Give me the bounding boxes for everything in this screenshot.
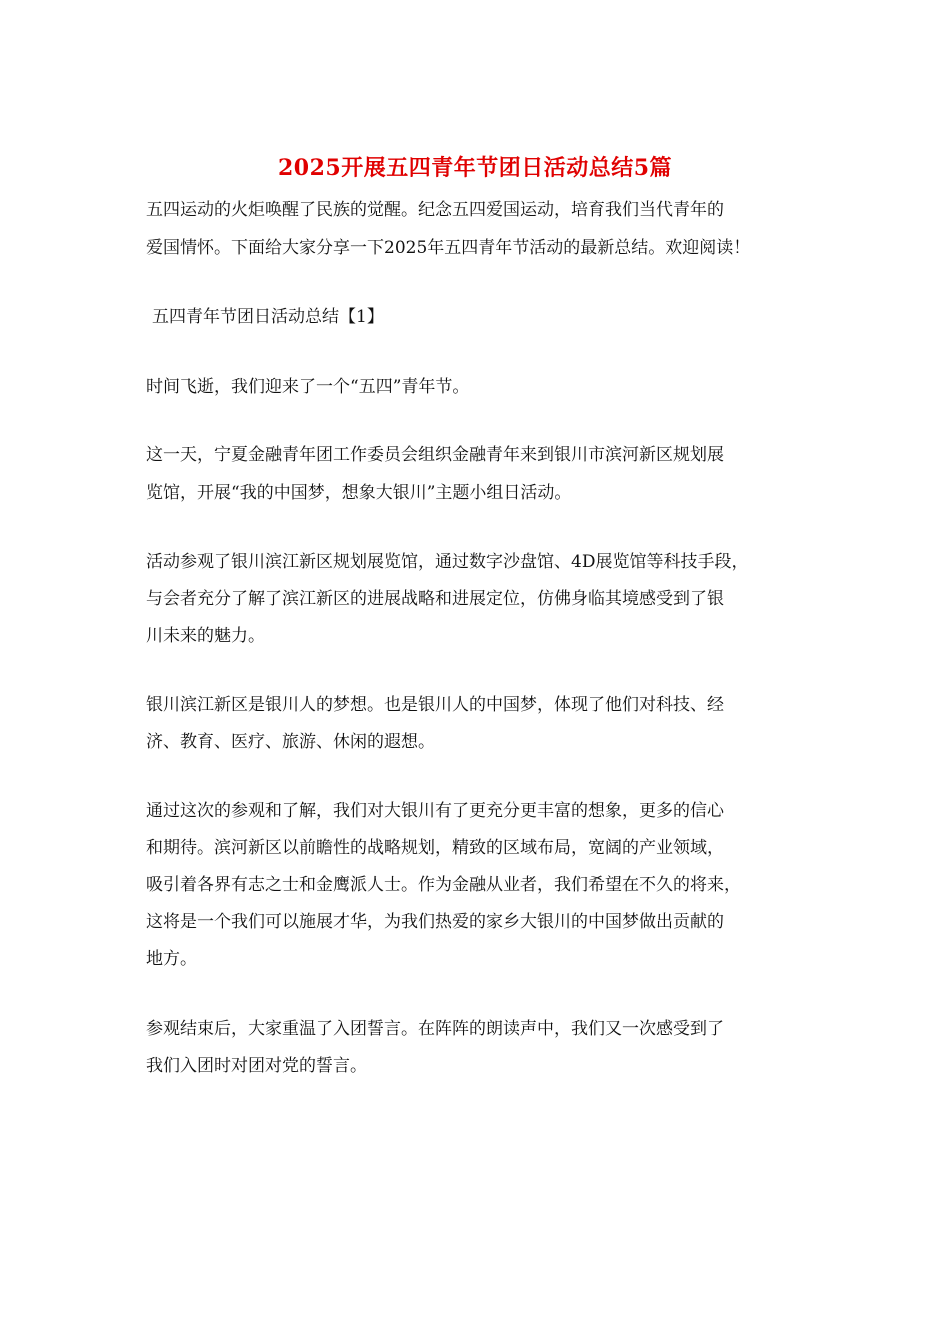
paragraph-line: 和期待。滨河新区以前瞻性的战略规划，精致的区域布局，宽阔的产业领域， — [146, 838, 724, 858]
section-heading: 五四青年节团日活动总结【1】 — [152, 307, 384, 327]
paragraph-line: 济、教育、医疗、旅游、休闲的遐想。 — [146, 732, 435, 752]
paragraph-line: 参观结束后，大家重温了入团誓言。在阵阵的朗读声中，我们又一次感受到了 — [146, 1019, 724, 1039]
paragraph-line: 活动参观了银川滨江新区规划展览馆，通过数字沙盘馆、4D展览馆等科技手段， — [146, 552, 749, 572]
paragraph-line: 银川滨江新区是银川人的梦想。也是银川人的中国梦，体现了他们对科技、经 — [146, 695, 724, 715]
paragraph-line: 与会者充分了解了滨江新区的进展战略和进展定位，仿佛身临其境感受到了银 — [146, 589, 724, 609]
paragraph-line: 川未来的魅力。 — [146, 626, 265, 646]
paragraph-line: 我们入团时对团对党的誓言。 — [146, 1056, 367, 1076]
paragraph-line: 通过这次的参观和了解，我们对大银川有了更充分更丰富的想象，更多的信心 — [146, 801, 724, 821]
paragraph-line: 这将是一个我们可以施展才华，为我们热爱的家乡大银川的中国梦做出贡献的 — [146, 912, 724, 932]
intro-line: 爱国情怀。下面给大家分享一下2025年五四青年节活动的最新总结。欢迎阅读！ — [146, 238, 751, 258]
paragraph-line: 览馆，开展“我的中国梦，想象大银川”主题小组日活动。 — [146, 483, 572, 503]
document-title: 2025开展五四青年节团日活动总结5篇 — [277, 155, 673, 181]
paragraph-line: 时间飞逝，我们迎来了一个“五四”青年节。 — [146, 377, 470, 397]
intro-line: 五四运动的火炬唤醒了民族的觉醒。纪念五四爱国运动，培育我们当代青年的 — [146, 200, 724, 220]
paragraph-line: 吸引着各界有志之士和金鹰派人士。作为金融从业者，我们希望在不久的将来， — [146, 875, 741, 895]
paragraph-line: 这一天，宁夏金融青年团工作委员会组织金融青年来到银川市滨河新区规划展 — [146, 445, 724, 465]
paragraph-line: 地方。 — [146, 949, 197, 969]
